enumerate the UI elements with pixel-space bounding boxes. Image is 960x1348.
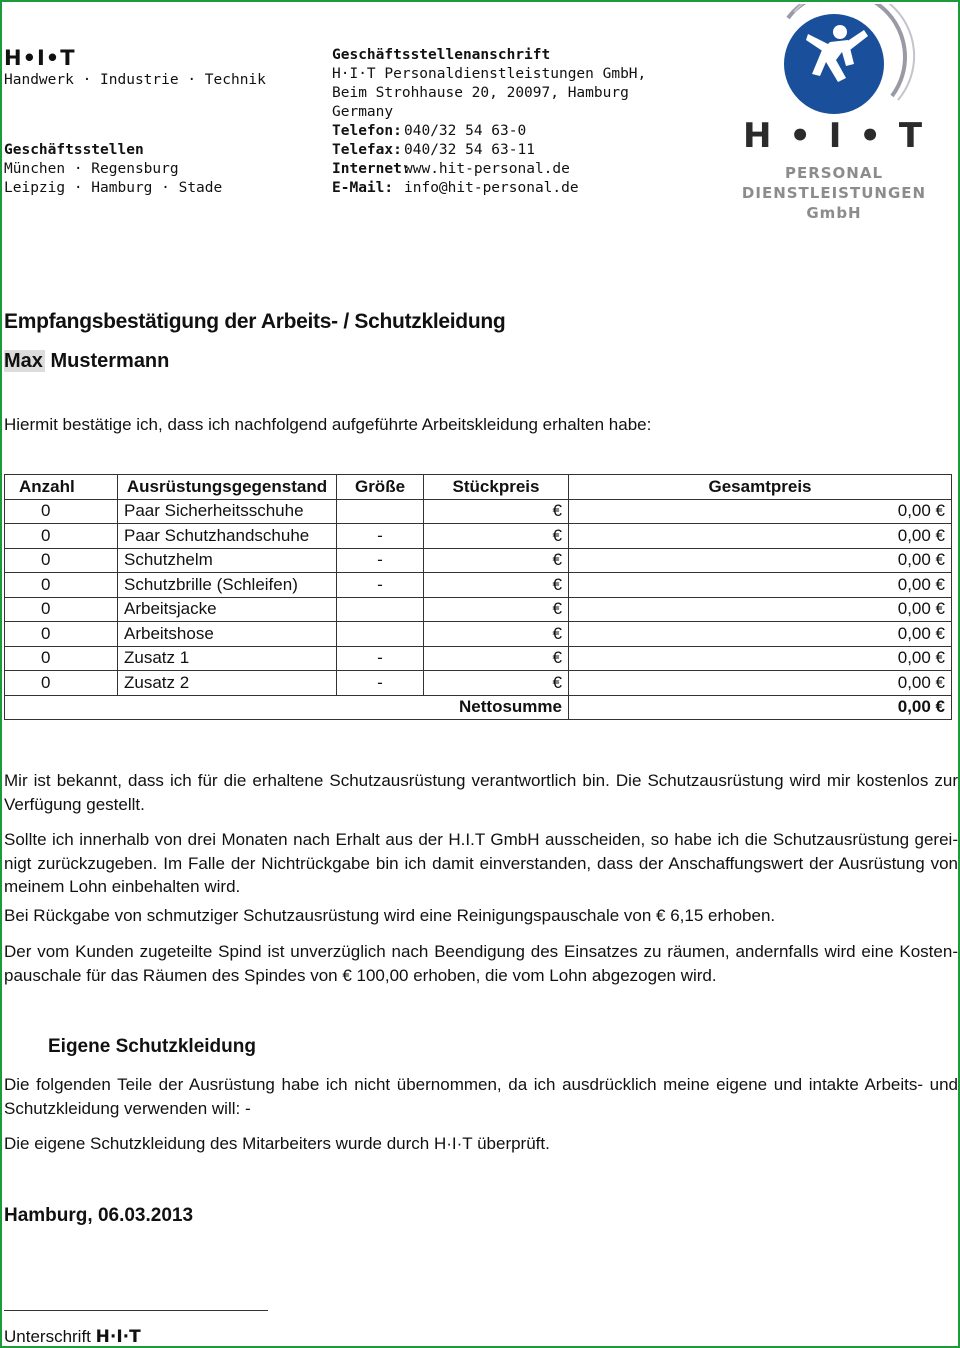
cell-item: Paar Schutzhandschuhe [118,524,337,549]
col-header-quantity: Anzahl [5,475,118,500]
intro-text: Hiermit bestätige ich, dass ich nachfolgend aufgeführte Arbeitskleidung erhalten habe: [4,415,652,434]
col-header-total-price: Gesamtpreis [569,475,952,500]
cell-total-price: 0,00 € [569,597,952,622]
table-row [5,622,952,647]
contact-value[interactable]: www.hit-personal.de [404,161,570,177]
document-title: Empfangsbestätigung der Arbeits- / Schutzkleidung [4,310,506,333]
address-line: H·I·T Personaldienstleistungen GmbH, [332,66,647,82]
cell-item: Arbeitshose [118,622,337,647]
address-line: Beim Strohhause 20, 20097, Hamburg [332,85,629,101]
cell-quantity[interactable]: 0 [5,622,118,647]
cell-quantity[interactable]: 0 [5,524,118,549]
cell-quantity[interactable]: 0 [5,548,118,573]
cell-item: Schutzbrille (Schleifen) [118,573,337,598]
contact-value: 040/32 54 63-0 [404,123,527,139]
own-clothing-paragraph: Die folgenden Teile der Ausrüstung habe ich nicht übernommen, da ich ausdrücklich meine eigene und intakte Arbeits- und Schutzkleidung verwenden will: - [4,1075,958,1118]
address-line: Germany [332,104,394,120]
table-row [5,671,952,696]
cell-total-price: 0,00 € [569,499,952,524]
cell-size[interactable]: - [337,573,424,598]
cell-total-price: 0,00 € [569,524,952,549]
employee-last-name: Mustermann [44,350,170,372]
contact-value[interactable]: info@hit-personal.de [404,180,579,196]
cell-quantity[interactable]: 0 [5,646,118,671]
contact-phone [332,122,526,141]
brand-name: H•I•T [4,46,76,70]
employee-name [4,350,169,373]
cell-quantity[interactable]: 0 [5,573,118,598]
table-row [5,646,952,671]
table-row [5,548,952,573]
cell-size[interactable] [337,597,424,622]
col-header-item: Ausrüstungsgegenstand [118,475,337,500]
contact-label: E-Mail: [332,180,394,196]
signature-line[interactable] [4,1310,268,1311]
branch-line: Leipzig · Hamburg · Stade [4,180,223,196]
cell-item: Paar Sicherheitsschuhe [118,499,337,524]
table-sum-row [5,695,952,720]
logo-line: DIENSTLEISTUNGEN [741,184,927,202]
cell-unit-price[interactable]: € [424,671,569,696]
logo-wordmark: H • I • T [742,116,926,156]
cell-total-price: 0,00 € [569,573,952,598]
cell-size[interactable] [337,499,424,524]
address-title: Geschäftsstellenanschrift [332,47,551,63]
table-header-row [5,475,952,500]
signature-label-text: Unterschrift [4,1327,96,1346]
responsibility-paragraph: Mir ist bekannt, dass ich für die erhaltene Schutzausrüstung verantwortlich bin. Die Schutzausrüstung wird mir kostenlos zur Verfügung gestellt. [4,771,958,814]
cell-item: Arbeitsjacke [118,597,337,622]
cell-unit-price[interactable]: € [424,524,569,549]
table-row [5,597,952,622]
cell-quantity[interactable]: 0 [5,597,118,622]
branch-line: München · Regensburg [4,161,179,177]
cell-unit-price[interactable]: € [424,622,569,647]
inspection-paragraph: Die eigene Schutzkleidung des Mitarbeiters wurde durch H·I·T überprüft. [4,1134,550,1153]
equipment-table [4,474,952,720]
table-row [5,573,952,598]
return-paragraph: Sollte ich innerhalb von drei Monaten nach Erhalt aus der H.I.T GmbH ausscheiden, so habe ich die Schutzausrüstung gereinigt zurückzugeben. Im Falle der Nichtrückgabe bin ich damit einverstanden, dass der Anschaffungswert der Ausrüstung von meinem Lohn einbehalten wird. [4,830,958,896]
net-sum-value: 0,00 € [569,695,952,720]
cell-size[interactable]: - [337,671,424,696]
contact-value: 040/32 54 63-11 [404,142,535,158]
col-header-unit-price: Stückpreis [424,475,569,500]
table-row [5,524,952,549]
place-date: Hamburg, 06.03.2013 [4,1205,194,1226]
cell-item: Schutzhelm [118,548,337,573]
contact-fax [332,141,535,160]
cell-total-price: 0,00 € [569,548,952,573]
col-header-size: Größe [337,475,424,500]
logo-line: GmbH [806,204,862,222]
contact-label: Internet: [332,161,411,177]
cell-item: Zusatz 2 [118,671,337,696]
cell-total-price: 0,00 € [569,622,952,647]
cell-total-price: 0,00 € [569,646,952,671]
cleaning-fee-paragraph: Bei Rückgabe von schmutziger Schutzausrüstung wird eine Reinigungspauschale von € 6,15 erhoben. [4,906,776,925]
cell-total-price: 0,00 € [569,671,952,696]
cell-unit-price[interactable]: € [424,646,569,671]
employee-first-name[interactable]: Max [4,350,43,372]
cell-size[interactable]: - [337,548,424,573]
signature-label [4,1327,141,1347]
cell-size[interactable]: - [337,524,424,549]
branches-title: Geschäftsstellen [4,142,144,158]
cell-unit-price[interactable]: € [424,573,569,598]
table-row [5,499,952,524]
cell-item: Zusatz 1 [118,646,337,671]
cell-quantity[interactable]: 0 [5,671,118,696]
signature-brand: H·I·T [95,1327,141,1347]
net-sum-label: Nettosumme [5,695,569,720]
contact-label: Telefax: [332,142,402,158]
tagline: Handwerk · Industrie · Technik [4,72,266,88]
cell-size[interactable] [337,622,424,647]
cell-quantity[interactable]: 0 [5,499,118,524]
locker-paragraph: Der vom Kunden zugeteilte Spind ist unverzüglich nach Beendigung des Einsatzes zu räumen, andernfalls wird eine Kostenpauschale für das Räumen des Spindes von € 100,00 erhoben, die vom Lohn abgezogen wird. [4,942,958,985]
logo-line: PERSONAL [784,164,884,182]
cell-unit-price[interactable]: € [424,597,569,622]
cell-size[interactable]: - [337,646,424,671]
cell-unit-price[interactable]: € [424,499,569,524]
cell-unit-price[interactable]: € [424,548,569,573]
contact-email [332,179,579,198]
own-clothing-heading: Eigene Schutzkleidung [48,1036,256,1057]
contact-label: Telefon: [332,123,402,139]
contact-website [332,160,570,179]
